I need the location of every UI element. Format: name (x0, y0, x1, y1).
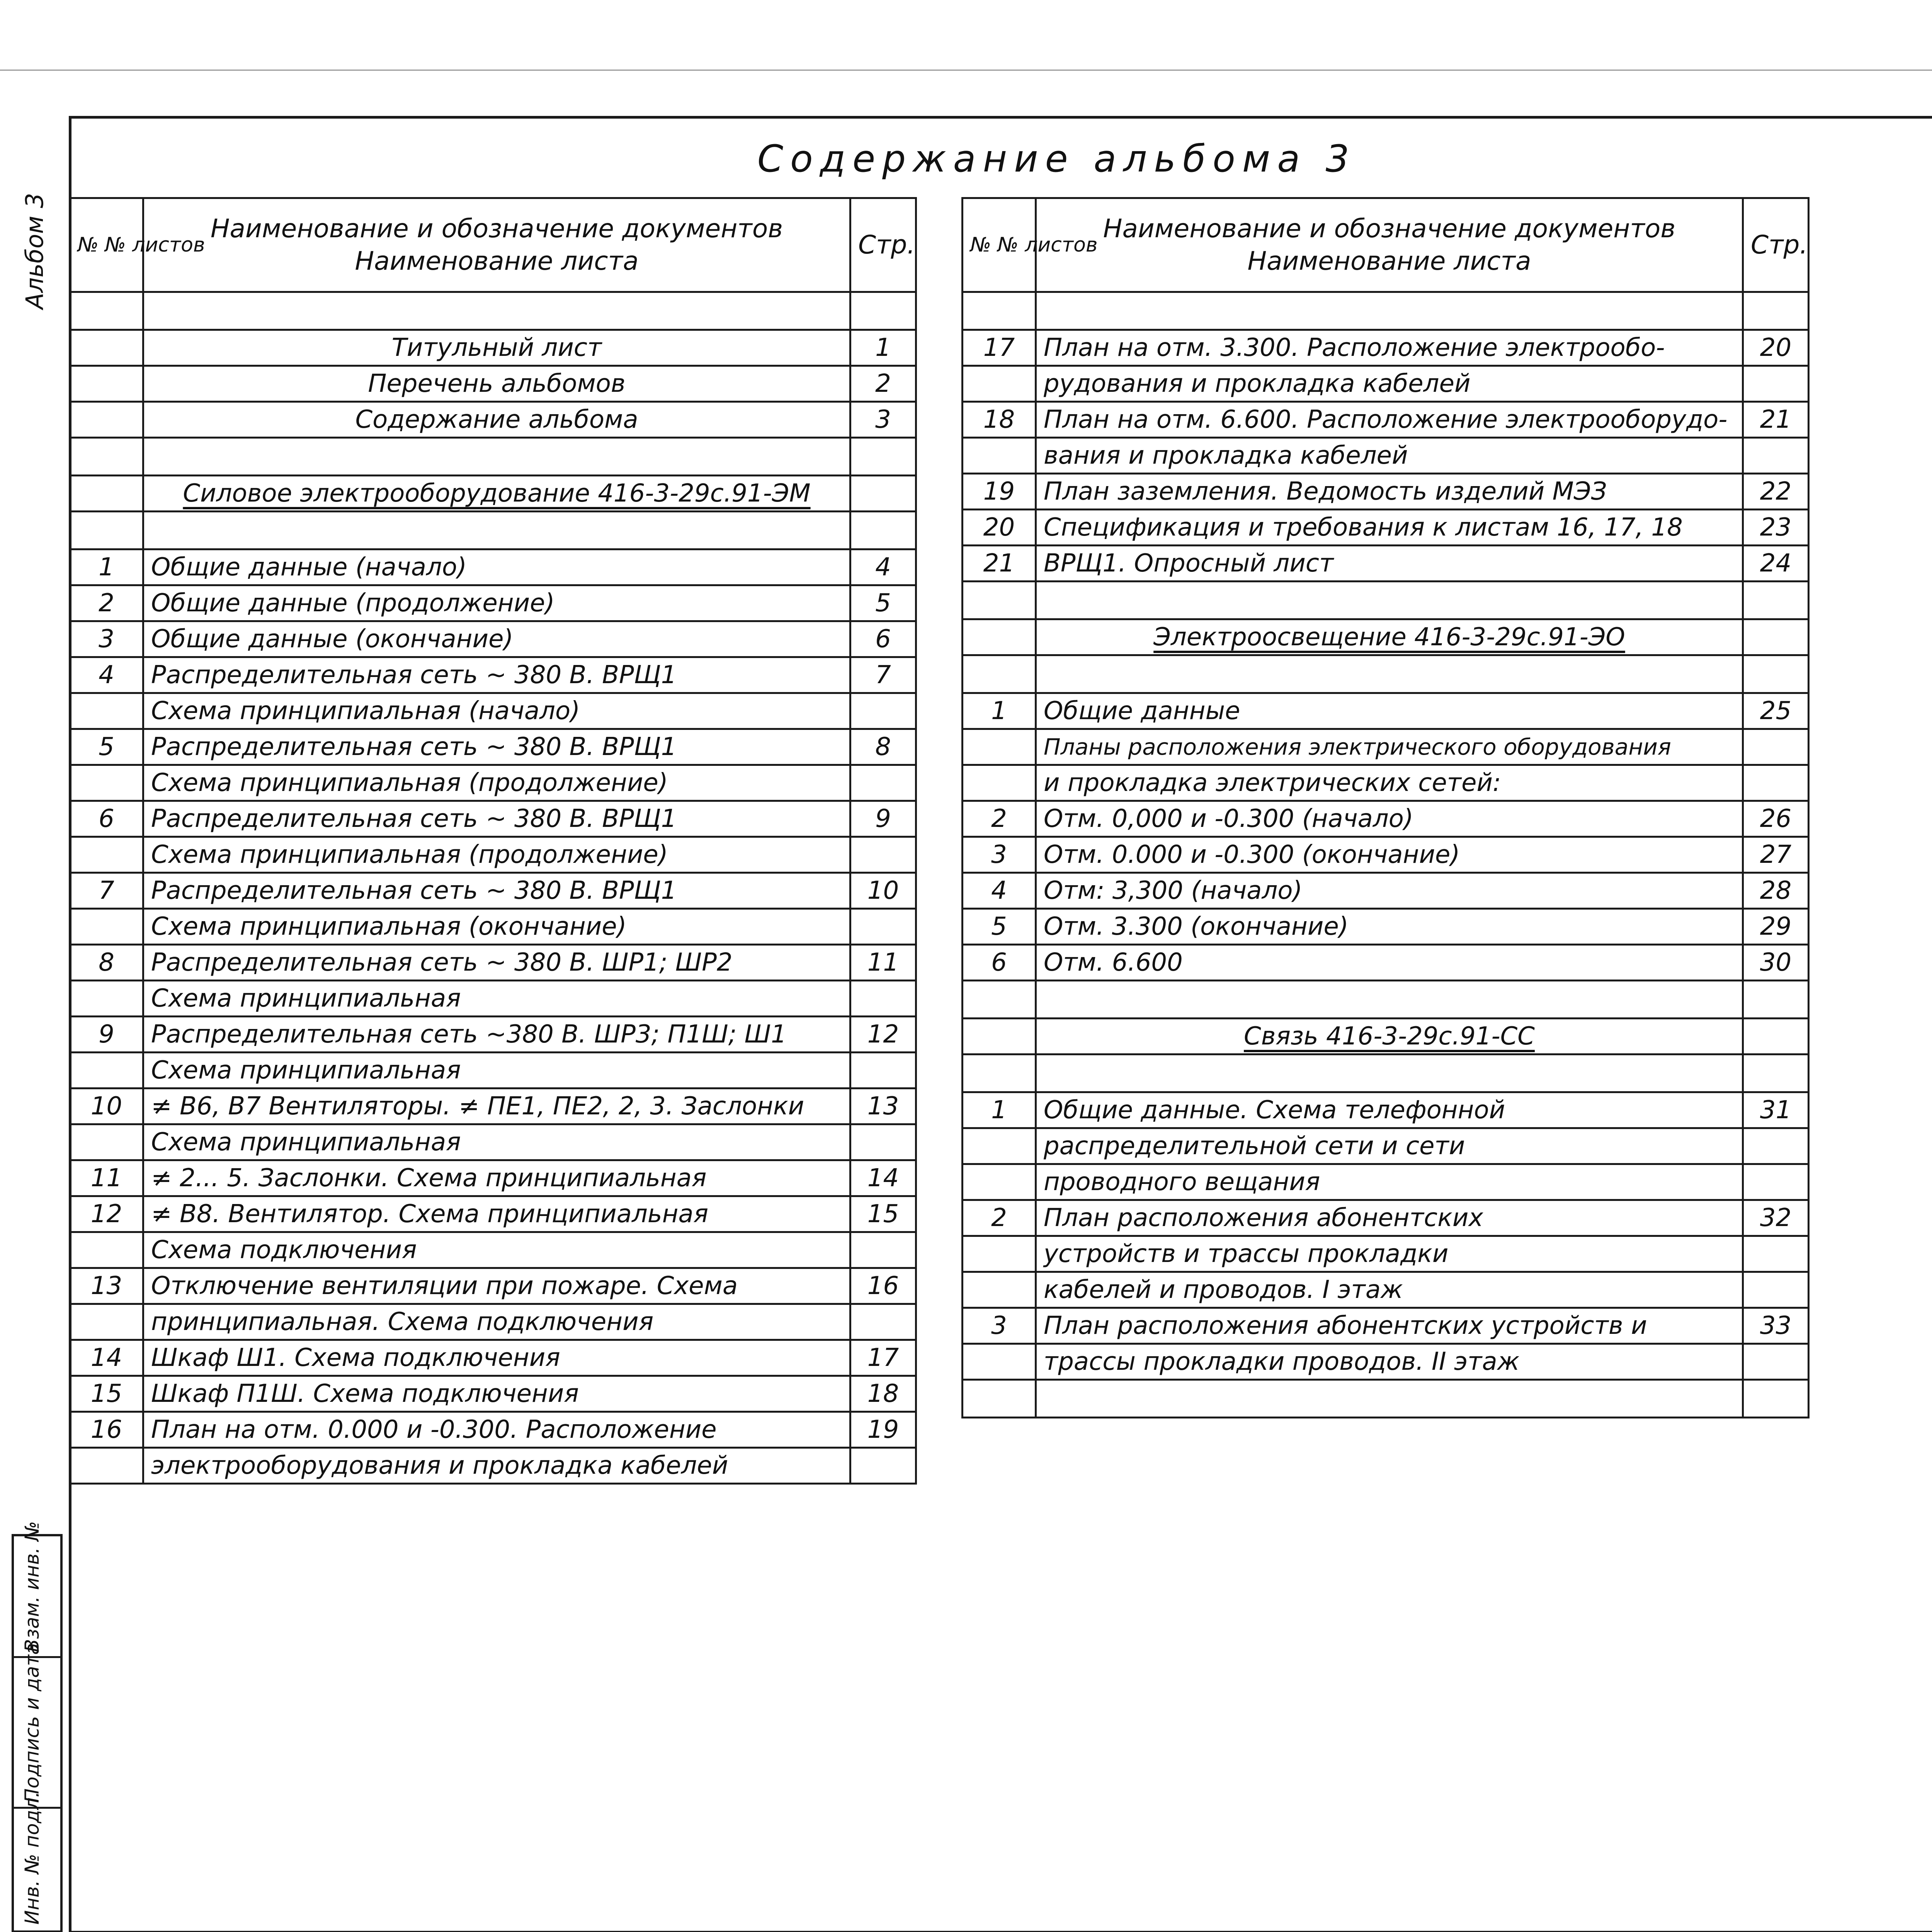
table-row (70, 1304, 916, 1340)
sheet-number: 3 (70, 621, 143, 657)
table-row (70, 1232, 916, 1268)
page-ref: 2 (850, 366, 916, 402)
table-row (963, 837, 1809, 873)
sheet-number: 18 (963, 402, 1036, 438)
sheet-number (70, 292, 143, 330)
page-ref: 14 (850, 1160, 916, 1196)
sheet-number: 1 (963, 1092, 1036, 1128)
contents-table-right (961, 197, 1810, 1418)
page-ref: 21 (1743, 402, 1809, 438)
sheet-number (70, 1448, 143, 1484)
sheet-number: 4 (70, 657, 143, 693)
sheet-number: 2 (963, 801, 1036, 837)
album-caption: Альбом 3 (20, 193, 49, 309)
page-ref: 7 (850, 657, 916, 693)
page-ref: 3 (850, 402, 916, 438)
col-header-page: Стр. (850, 198, 916, 292)
frame-top-line (69, 116, 1932, 119)
page-ref (1743, 1236, 1809, 1272)
sheet-name: План заземления. Ведомость изделий МЭЗ (1036, 474, 1743, 510)
page-ref: 33 (1743, 1308, 1809, 1344)
sheet-number (963, 1272, 1036, 1308)
sheet-number (70, 1053, 143, 1088)
sheet-name: устройств и трассы прокладки (1036, 1236, 1743, 1272)
sheet-number (963, 655, 1036, 693)
sheet-number: 15 (70, 1376, 143, 1412)
table-row (70, 1196, 916, 1232)
page-ref: 15 (850, 1196, 916, 1232)
sheet-number: 13 (70, 1268, 143, 1304)
sheet-number: 10 (70, 1088, 143, 1124)
page-ref (850, 476, 916, 512)
sheet-name: Отм: 3,300 (начало) (1036, 873, 1743, 909)
sheet-number (963, 1164, 1036, 1200)
sheet-number (70, 330, 143, 366)
sheet-number (963, 438, 1036, 474)
sheet-name: Отм. 3.300 (окончание) (1036, 909, 1743, 945)
contents-table-left (69, 197, 917, 1485)
sheet-number: 6 (963, 945, 1036, 981)
sheet-name: Распределительная сеть ~ 380 В. ШР1; ШР2 (143, 945, 850, 981)
sheet-number (70, 1304, 143, 1340)
sheet-name (1036, 582, 1743, 619)
sheet-number (963, 582, 1036, 619)
sheet-name (1036, 655, 1743, 693)
sheet-number (70, 765, 143, 801)
page-ref: 32 (1743, 1200, 1809, 1236)
sheet-name: Отключение вентиляции при пожаре. Схема (143, 1268, 850, 1304)
page-ref: 5 (850, 585, 916, 621)
sheet-number: 5 (70, 729, 143, 765)
sheet-name: проводного вещания (1036, 1164, 1743, 1200)
table-row (963, 1019, 1809, 1054)
col-header-num: № № листов (70, 198, 143, 292)
table-row (963, 801, 1809, 837)
table-row (70, 1376, 916, 1412)
sheet-number: 4 (963, 873, 1036, 909)
sheet-number: 7 (70, 873, 143, 909)
sheet-name: ВРЩ1. Опросный лист (1036, 546, 1743, 582)
page-ref: 18 (850, 1376, 916, 1412)
table-row (70, 837, 916, 873)
page-ref: 11 (850, 945, 916, 981)
sheet-name: План на отм. 6.600. Расположение электрооборудо- (1036, 402, 1743, 438)
page-ref (1743, 655, 1809, 693)
page-ref: 10 (850, 873, 916, 909)
page-ref (1743, 1019, 1809, 1054)
sheet-name: Шкаф Ш1. Схема подключения (143, 1340, 850, 1376)
sheet-number: 16 (70, 1412, 143, 1448)
table-row (70, 1160, 916, 1196)
page-ref (1743, 366, 1809, 402)
page-ref (1743, 582, 1809, 619)
page-ref: 6 (850, 621, 916, 657)
sheet-name: Отм. 6.600 (1036, 945, 1743, 981)
page-ref (1743, 1164, 1809, 1200)
col-header-name: Наименование и обозначение документов Наименование листа (143, 198, 850, 292)
sheet-name: распределительной сети и сети (1036, 1128, 1743, 1164)
page-ref (1743, 1380, 1809, 1418)
sheet-number: 2 (963, 1200, 1036, 1236)
sheet-number (963, 292, 1036, 330)
sheet-number (963, 729, 1036, 765)
table-row (70, 1340, 916, 1376)
page-ref (850, 1124, 916, 1160)
sheet-name: Общие данные (начало) (143, 549, 850, 585)
table-row (70, 909, 916, 945)
sheet-number (70, 837, 143, 873)
table-row (963, 1092, 1809, 1128)
table-row (963, 402, 1809, 438)
page-ref: 27 (1743, 837, 1809, 873)
sheet-number (963, 1344, 1036, 1380)
sheet-number (70, 909, 143, 945)
page-ref (850, 909, 916, 945)
sheet-number: 20 (963, 510, 1036, 546)
page-ref: 1 (850, 330, 916, 366)
table-row (963, 438, 1809, 474)
sheet-name: План на отм. 3.300. Расположение электрообо- (1036, 330, 1743, 366)
sheet-name: кабелей и проводов. I этаж (1036, 1272, 1743, 1308)
sheet-number (70, 402, 143, 438)
page-ref: 17 (850, 1340, 916, 1376)
table-row (963, 330, 1809, 366)
page-ref: 13 (850, 1088, 916, 1124)
sheet-name: План на отм. 0.000 и -0.300. Расположение (143, 1412, 850, 1448)
table-row (70, 693, 916, 729)
table-row (963, 619, 1809, 655)
sheet-name: Перечень альбомов (143, 366, 850, 402)
table-row (70, 621, 916, 657)
table-row (963, 292, 1809, 330)
page-ref: 29 (1743, 909, 1809, 945)
page-ref (1743, 729, 1809, 765)
table-row (963, 474, 1809, 510)
table-row (963, 366, 1809, 402)
sheet-name: Схема принципиальная (начало) (143, 693, 850, 729)
page-ref (1743, 981, 1809, 1019)
stamp-label-signature: Подпись и дата (21, 1643, 43, 1803)
table-row (70, 585, 916, 621)
table-row (70, 292, 916, 330)
section-heading: Силовое электрооборудование 416-3-29с.91-ЭМ (143, 476, 850, 512)
table-row (70, 1268, 916, 1304)
sheet-number: 17 (963, 330, 1036, 366)
col-header-name: Наименование и обозначение документов Наименование листа (1036, 198, 1743, 292)
table-row (70, 729, 916, 765)
sheet-name: Отм. 0,000 и -0.300 (начало) (1036, 801, 1743, 837)
sheet-name: Распределительная сеть ~ 380 В. ВРЩ1 (143, 729, 850, 765)
sheet-number (70, 366, 143, 402)
sheet-name: Схема принципиальная (окончание) (143, 909, 850, 945)
sheet-name: ≠ В6, В7 Вентиляторы. ≠ ПЕ1, ПЕ2, 2, 3. Заслонки (143, 1088, 850, 1124)
sheet-name: Распределительная сеть ~ 380 В. ВРЩ1 (143, 801, 850, 837)
page-ref (850, 1053, 916, 1088)
table-row (963, 1380, 1809, 1418)
table-row (70, 402, 916, 438)
sheet-number (70, 512, 143, 549)
sheet-name (1036, 981, 1743, 1019)
sheet-number: 5 (963, 909, 1036, 945)
sheet-name: и прокладка электрических сетей: (1036, 765, 1743, 801)
page-ref: 9 (850, 801, 916, 837)
table-row (70, 1412, 916, 1448)
sheet-number (963, 1128, 1036, 1164)
page-ref (1743, 1344, 1809, 1380)
sheet-name (1036, 292, 1743, 330)
table-row (963, 765, 1809, 801)
sheet-name: Планы расположения электрического оборудования (1036, 729, 1743, 765)
stamp-cell-replacement (14, 1521, 60, 1658)
table-row (963, 1054, 1809, 1092)
page-ref: 4 (850, 549, 916, 585)
page-ref: 23 (1743, 510, 1809, 546)
sheet-name: Схема принципиальная (продолжение) (143, 765, 850, 801)
page-ref: 25 (1743, 693, 1809, 729)
table-row (70, 657, 916, 693)
sheet-name: Распределительная сеть ~ 380 В. ВРЩ1 (143, 873, 850, 909)
sheet-number: 12 (70, 1196, 143, 1232)
sheet-name: План расположения абонентских устройств и (1036, 1308, 1743, 1344)
sheet-name: вания и прокладка кабелей (1036, 438, 1743, 474)
sheet-number (70, 1124, 143, 1160)
stamp-label-inventory: Инв. № подл. (21, 1791, 43, 1925)
page-ref (1743, 619, 1809, 655)
stamp-cell-signature (14, 1643, 60, 1809)
page-ref (1743, 1128, 1809, 1164)
stamp-cell-inventory (14, 1791, 60, 1928)
page-title: Содержание альбома 3 (757, 137, 1356, 180)
sheet-name: Схема принципиальная (143, 1053, 850, 1088)
table-row (963, 1344, 1809, 1380)
page-ref: 8 (850, 729, 916, 765)
page-ref (850, 1232, 916, 1268)
table-row (70, 1448, 916, 1484)
sheet-name: Общие данные. Схема телефонной (1036, 1092, 1743, 1128)
page-ref (850, 1304, 916, 1340)
scan-artifact-top (0, 70, 1932, 71)
page-ref: 16 (850, 1268, 916, 1304)
sheet-name: Распределительная сеть ~ 380 В. ВРЩ1 (143, 657, 850, 693)
page-ref: 20 (1743, 330, 1809, 366)
sheet-number (70, 693, 143, 729)
page-ref (850, 1448, 916, 1484)
sheet-number: 8 (70, 945, 143, 981)
sheet-name: Схема подключения (143, 1232, 850, 1268)
table-row (963, 1272, 1809, 1308)
sheet-number: 6 (70, 801, 143, 837)
table-row (70, 873, 916, 909)
sheet-name: Общие данные (1036, 693, 1743, 729)
stamp-label-replacement: Взам. инв. № (21, 1521, 43, 1652)
page-ref (850, 512, 916, 549)
table-row (70, 438, 916, 476)
table-row (70, 981, 916, 1017)
sheet-number: 9 (70, 1017, 143, 1053)
sheet-name: Схема принципиальная (143, 1124, 850, 1160)
table-row (70, 1017, 916, 1053)
sheet-name (1036, 1380, 1743, 1418)
sheet-number (963, 981, 1036, 1019)
sheet-number (963, 1236, 1036, 1272)
sheet-name: Общие данные (продолжение) (143, 585, 850, 621)
section-heading: Связь 416-3-29с.91-СС (1036, 1019, 1743, 1054)
sheet-name: Содержание альбома (143, 402, 850, 438)
sheet-number: 11 (70, 1160, 143, 1196)
page-ref (1743, 1054, 1809, 1092)
table-row (963, 873, 1809, 909)
sheet-number: 3 (963, 1308, 1036, 1344)
sheet-number: 1 (963, 693, 1036, 729)
page-ref (1743, 438, 1809, 474)
page-ref (1743, 292, 1809, 330)
sheet-name: Схема принципиальная (143, 981, 850, 1017)
col-header-num: № № листов (963, 198, 1036, 292)
sheet-name: Схема принципиальная (продолжение) (143, 837, 850, 873)
sheet-number: 19 (963, 474, 1036, 510)
page-ref: 26 (1743, 801, 1809, 837)
sheet-name: электрооборудования и прокладка кабелей (143, 1448, 850, 1484)
table-row (70, 512, 916, 549)
page-ref: 31 (1743, 1092, 1809, 1128)
sheet-number: 21 (963, 546, 1036, 582)
sheet-name (143, 438, 850, 476)
table-row (963, 582, 1809, 619)
sheet-number (70, 1232, 143, 1268)
table-row (963, 655, 1809, 693)
sheet-name: Спецификация и требования к листам 16, 17, 18 (1036, 510, 1743, 546)
sheet-name (143, 292, 850, 330)
sheet-name (1036, 1054, 1743, 1092)
table-row (963, 1128, 1809, 1164)
page-ref: 19 (850, 1412, 916, 1448)
page-ref (850, 837, 916, 873)
table-row (963, 546, 1809, 582)
sheet-name: Титульный лист (143, 330, 850, 366)
table-row (70, 476, 916, 512)
sheet-number (963, 1054, 1036, 1092)
sheet-name: рудования и прокладка кабелей (1036, 366, 1743, 402)
stamp-strip (12, 1521, 63, 1932)
sheet-number (963, 765, 1036, 801)
sheet-number: 2 (70, 585, 143, 621)
page-ref: 24 (1743, 546, 1809, 582)
table-row (963, 1308, 1809, 1344)
table-row (963, 693, 1809, 729)
sheet-number (963, 1380, 1036, 1418)
table-row (70, 366, 916, 402)
table-row (70, 801, 916, 837)
sheet-name: Общие данные (окончание) (143, 621, 850, 657)
sheet-number (963, 619, 1036, 655)
page-ref (850, 438, 916, 476)
sheet-number (963, 1019, 1036, 1054)
table-row (70, 1124, 916, 1160)
col-header-page: Стр. (1743, 198, 1809, 292)
table-row (963, 1236, 1809, 1272)
sheet-number (70, 981, 143, 1017)
sheet-name: ≠ В8. Вентилятор. Схема принципиальная (143, 1196, 850, 1232)
table-row (70, 765, 916, 801)
table-row (963, 1164, 1809, 1200)
page-ref: 28 (1743, 873, 1809, 909)
sheet-name: принципиальная. Схема подключения (143, 1304, 850, 1340)
table-row (70, 330, 916, 366)
table-row (70, 549, 916, 585)
table-row (70, 945, 916, 981)
table-row (963, 909, 1809, 945)
page-ref (850, 292, 916, 330)
table-row (963, 981, 1809, 1019)
page-ref (1743, 765, 1809, 801)
table-row (963, 510, 1809, 546)
page-ref: 22 (1743, 474, 1809, 510)
table-row (70, 1088, 916, 1124)
sheet-number (963, 366, 1036, 402)
page-ref: 12 (850, 1017, 916, 1053)
sheet-name: Распределительная сеть ~380 В. ШР3; П1Ш; Ш1 (143, 1017, 850, 1053)
page-ref (850, 765, 916, 801)
sheet-name (143, 512, 850, 549)
page-ref (850, 693, 916, 729)
page-ref (850, 981, 916, 1017)
section-heading: Электроосвещение 416-3-29с.91-ЭО (1036, 619, 1743, 655)
page-ref: 30 (1743, 945, 1809, 981)
page-ref (1743, 1272, 1809, 1308)
sheet-number: 3 (963, 837, 1036, 873)
sheet-number: 14 (70, 1340, 143, 1376)
table-row (70, 1053, 916, 1088)
sheet-name: трассы прокладки проводов. II этаж (1036, 1344, 1743, 1380)
sheet-number (70, 476, 143, 512)
sheet-name: Отм. 0.000 и -0.300 (окончание) (1036, 837, 1743, 873)
table-row (963, 945, 1809, 981)
sheet-number (70, 438, 143, 476)
sheet-name: ≠ 2... 5. Заслонки. Схема принципиальная (143, 1160, 850, 1196)
table-row (963, 1200, 1809, 1236)
sheet-name: План расположения абонентских (1036, 1200, 1743, 1236)
sheet-name: Шкаф П1Ш. Схема подключения (143, 1376, 850, 1412)
sheet-number: 1 (70, 549, 143, 585)
table-row (963, 729, 1809, 765)
